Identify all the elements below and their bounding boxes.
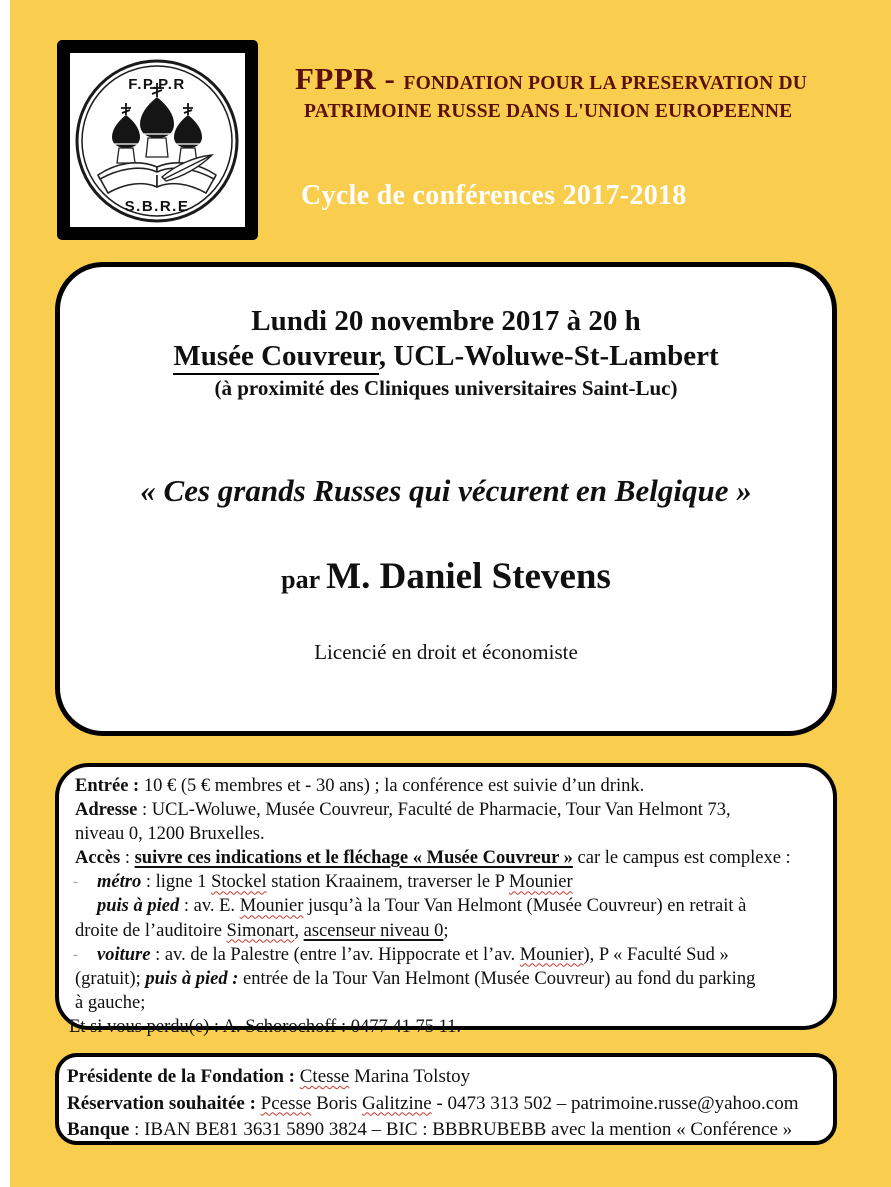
text-segment: droite de l’auditoire <box>75 920 227 941</box>
text-segment: suivre ces indications et le fléchage « Musée Couvreur » <box>134 848 573 869</box>
contact-line <box>67 1117 821 1144</box>
text-segment: Marina Tolstoy <box>349 1066 471 1087</box>
text-segment: puis à pied : <box>145 968 239 989</box>
text-segment: Galitzine <box>362 1092 432 1114</box>
organisation-name-line1 <box>295 60 881 99</box>
text-segment: : UCL-Woluwe, Musée Couvreur, Faculté de Pharmacie, Tour Van Helmont 73, <box>137 800 731 821</box>
venue-proximity-note: (à proximité des Cliniques universitaires Saint-Luc) <box>214 376 678 400</box>
conference-cycle-title: Cycle de conférences 2017-2018 <box>301 180 687 211</box>
practical-info-box <box>55 763 837 1037</box>
text-segment: Et si vous perdu(e) : A. Schorochoff : 0477 41 75 11. <box>69 1016 462 1037</box>
event-venue <box>60 340 832 373</box>
text-segment: car le campus est complexe : <box>572 848 791 869</box>
info-line <box>75 967 819 991</box>
speaker-line <box>60 555 832 598</box>
contact-line <box>67 1064 821 1091</box>
text-segment: : ligne 1 <box>141 872 212 893</box>
text-segment: Présidente de la Fondation : <box>67 1066 295 1087</box>
logo-emblem <box>70 53 245 227</box>
text-segment: ; <box>443 920 449 941</box>
list-dash: - <box>73 874 78 891</box>
info-line <box>97 894 819 918</box>
contacts-box <box>55 1053 837 1145</box>
info-line <box>69 1015 819 1039</box>
speaker-name: M. Daniel Stevens <box>326 556 611 597</box>
text-segment: puis à pied <box>97 896 180 917</box>
text-segment: Accès <box>75 848 121 869</box>
event-announcement-box <box>55 262 837 736</box>
info-line <box>73 870 819 894</box>
organisation-header <box>295 60 881 124</box>
text-segment: à gauche; <box>75 992 146 1013</box>
text-segment: métro <box>97 872 142 893</box>
text-segment: station Kraainem, traverser le P <box>266 872 509 893</box>
text-segment: voiture <box>97 944 151 965</box>
venue-name-underlined: Musée Couvreur <box>173 340 378 375</box>
text-segment: niveau 0, 1200 Bruxelles. <box>75 824 265 845</box>
text-segment: ), P « Faculté Sud » <box>583 944 729 965</box>
info-line <box>75 822 819 846</box>
text-segment: Banque <box>67 1119 130 1140</box>
speaker-description: Licencié en droit et économiste <box>314 640 578 664</box>
text-segment: Adresse <box>75 800 138 821</box>
logo-bottom-text: S.B.R.E <box>124 198 190 215</box>
text-segment: Ctesse <box>299 1066 350 1087</box>
conference-title: « Ces grands Russes qui vécurent en Belgique » <box>140 473 752 508</box>
info-line <box>75 919 819 943</box>
text-segment: Entrée : <box>75 776 140 796</box>
text-segment: Stockel <box>211 872 267 893</box>
foundation-logo <box>57 40 258 240</box>
info-line <box>75 991 819 1015</box>
open-book-icon <box>98 163 216 193</box>
logo-top-text: F.P.P.R <box>128 76 186 93</box>
text-segment: : av. E. <box>179 896 240 917</box>
text-segment: Réservation souhaitée : <box>67 1092 256 1114</box>
text-segment: : IBAN BE81 3631 5890 3824 – BIC : BBBRUBEBB avec la mention « Conférence » <box>129 1119 793 1140</box>
text-segment: Simonart <box>226 920 295 941</box>
text-segment: jusqu’à la Tour Van Helmont (Musée Couvreur) en retrait à <box>303 896 747 917</box>
organisation-name-line2: PATRIMOINE RUSSE DANS L'UNION EUROPEENNE <box>304 100 793 122</box>
list-dash: - <box>73 946 78 963</box>
text-segment: : av. de la Palestre (entre l’av. Hippocrate et l’av. <box>150 944 520 965</box>
contact-line <box>67 1091 821 1118</box>
info-line <box>75 774 819 798</box>
organisation-abbreviation: FPPR - <box>295 61 404 96</box>
speaker-prefix: par <box>281 565 327 594</box>
text-segment: Mounier <box>508 872 573 893</box>
text-segment: (gratuit); <box>75 968 146 989</box>
venue-rest: , UCL-Woluwe-St-Lambert <box>378 340 719 372</box>
text-segment: Mounier <box>239 896 304 917</box>
text-segment: Boris <box>311 1092 363 1114</box>
text-segment: entrée de la Tour Van Helmont (Musée Couvreur) au fond du parking <box>238 968 756 989</box>
event-date: Lundi 20 novembre 2017 à 20 h <box>251 305 641 337</box>
text-segment: - 0473 313 502 – patrimoine.russe@yahoo.com <box>431 1092 799 1114</box>
organisation-name-part1: FONDATION POUR LA PRESERVATION DU <box>403 73 808 94</box>
text-segment: ascenseur niveau 0 <box>303 920 444 941</box>
text-segment: Mounier <box>519 944 584 965</box>
info-line <box>75 798 819 822</box>
info-line <box>73 943 819 967</box>
text-segment: , <box>294 920 304 941</box>
text-segment: Pcesse <box>260 1092 312 1114</box>
text-segment: 10 € (5 € membres et - 30 ans) ; la conférence est suivie d’un drink. <box>139 776 645 796</box>
info-line <box>75 846 819 870</box>
logo-inner-panel <box>70 53 245 227</box>
text-segment: : <box>120 848 135 869</box>
